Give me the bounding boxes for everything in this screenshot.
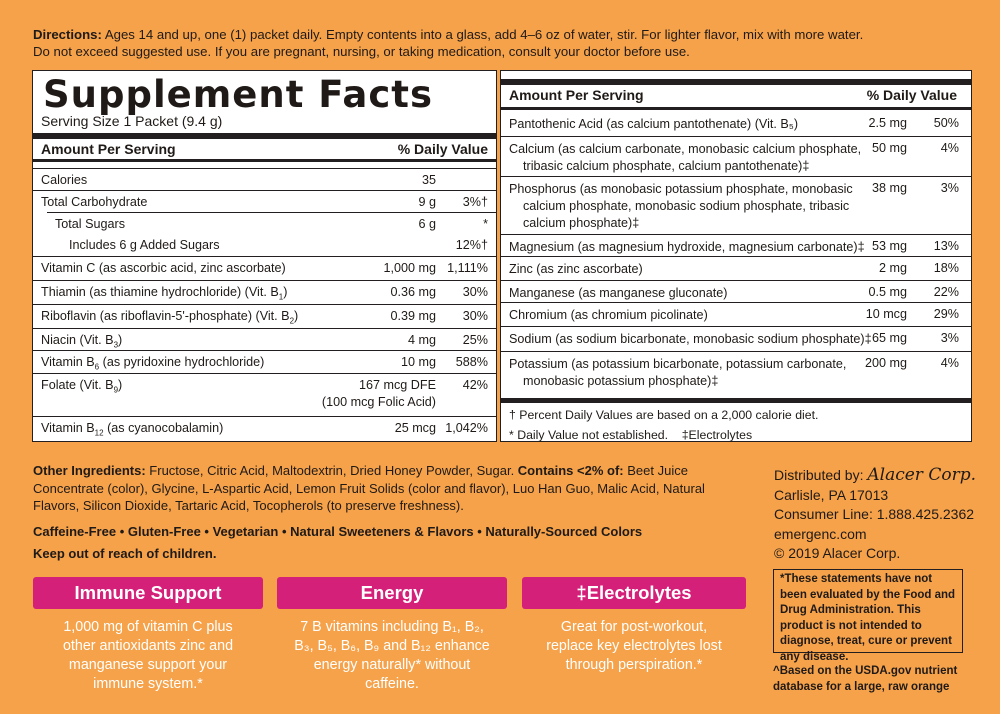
nutrient-name-text: Thiamin (as thiamine hydrochloride) (Vit. B (41, 285, 279, 299)
nutrient-amount: 38 mg (871, 181, 907, 195)
amount-text: 6 g (418, 217, 436, 231)
nutrient-name-line: Sodium (as sodium bicarbonate, monobasic sodium phosphate)‡ (509, 332, 872, 346)
amount-text: 1,000 mg (383, 261, 436, 275)
nutrient-name-text: Vitamin C (as ascorbic acid, zinc ascorbate) (41, 261, 286, 275)
badge-text-line: through perspiration.* (565, 657, 703, 673)
nutrient-name (509, 141, 861, 175)
nutrient-name (41, 285, 287, 302)
nutrient-amount: 2.5 mg (868, 116, 907, 130)
nutrient-name-line: Zinc (as zinc ascorbate) (509, 262, 643, 276)
nutrient-name-tail: (as pyridoxine hydrochloride) (99, 355, 265, 369)
nutrient-amount (390, 285, 436, 299)
footnote-percent: † Percent Daily Values are based on a 2,000 calorie diet. (509, 408, 819, 422)
nutrient-subscript: 9 (113, 385, 119, 395)
daily-value: 12%† (455, 238, 488, 252)
directions (33, 26, 983, 60)
amount-per-serving-header: Amount Per Serving (41, 141, 176, 157)
badge-text-line: replace key electrolytes lost (546, 638, 722, 654)
facts-row (501, 234, 971, 257)
nutrient-subscript: 3 (113, 340, 119, 350)
nutrient-name (41, 333, 122, 350)
nutrient-name-text: Total Sugars (55, 217, 126, 231)
distributor-city: Carlisle, PA 17013 (774, 486, 889, 503)
nutrient-name (41, 355, 264, 372)
daily-value: 30% (462, 309, 488, 323)
nutrient-name (509, 356, 846, 390)
badge-text-line: B₃, B₅, B₆, B₉ and B₁₂ enhance (294, 638, 490, 654)
nutrient-name-text: Calories (41, 173, 88, 187)
daily-value: 30% (462, 285, 488, 299)
amount-text: 0.39 mg (390, 309, 436, 323)
other-ingredients (33, 462, 753, 515)
daily-value-header: % Daily Value (397, 141, 488, 157)
facts-row (33, 304, 496, 329)
copyright: © 2019 Alacer Corp. (774, 545, 901, 561)
nutrient-name-text: Includes 6 g Added Sugars (69, 238, 220, 252)
nutrient-name (41, 195, 147, 209)
serving-size: Serving Size 1 Packet (9.4 g) (41, 113, 223, 129)
nutrient-name (55, 217, 125, 231)
nutrient-name-line: Magnesium (as magnesium hydroxide, magnesium carbonate)‡ (509, 240, 865, 254)
contains-text: Beet Juice Concentrate (color), Glycine, L-Aspartic Acid, Lemon Fruit Solids (color and flavor), Luo Han Guo, Malic Acid, Natural Flavors, Silicon Dioxide, Tartaric Acid, Tocopherols (to preserve freshness). (33, 463, 705, 513)
other-ingredients-text: Fructose, Citric Acid, Maltodextrin, Dried Honey Powder, Sugar. (145, 463, 518, 478)
amount-text: 4 mg (408, 333, 436, 347)
daily-value: 4% (940, 141, 959, 155)
nutrient-name-tail: ) (118, 378, 123, 392)
daily-value: 50% (933, 116, 959, 130)
nutrient-name-text: Total Carbohydrate (41, 195, 148, 209)
nutrient-amount: 53 mg (871, 239, 907, 253)
nutrient-subscript: 12 (94, 428, 104, 438)
nutrient-name (509, 331, 872, 348)
supplement-facts-right-panel (500, 70, 972, 442)
nutrient-subscript: 1 (278, 292, 284, 302)
nutrient-name (509, 307, 708, 324)
nutrient-amount (422, 173, 436, 187)
facts-row (501, 112, 971, 136)
amount-text-secondary: (100 mcg Folic Acid) (321, 395, 436, 409)
nutrient-name (509, 285, 727, 302)
badge-electrolytes: ‡Electrolytes (522, 577, 746, 609)
facts-row (501, 256, 971, 281)
nutrient-name-text: Vitamin B (41, 355, 95, 369)
nutrient-amount: 65 mg (871, 331, 907, 345)
nutrient-amount: 200 mg (864, 356, 907, 370)
facts-row (47, 212, 496, 235)
nutrient-name-text: Folate (Vit. B (41, 378, 114, 392)
daily-value: 29% (933, 307, 959, 321)
thick-divider-bottom (501, 398, 971, 403)
nutrient-name-line: Phosphorus (as monobasic potassium phosphate, monobasic (509, 182, 853, 196)
badge-text-line: energy naturally* without (313, 657, 471, 673)
nutrient-name (509, 181, 853, 232)
badge-text-line: immune system.* (93, 676, 203, 692)
daily-value: 3% (940, 331, 959, 345)
thick-divider (501, 79, 971, 85)
contains-label: Contains <2% of: (517, 463, 624, 478)
directions-label: Directions: (33, 27, 102, 42)
facts-row (501, 280, 971, 303)
nutrient-amount (390, 309, 436, 323)
nutrient-amount (418, 217, 436, 231)
daily-value: * (483, 217, 488, 231)
amount-text: 167 mcg DFE (359, 378, 436, 392)
nutrient-name-line: monobasic potassium phosphate)‡ (523, 374, 719, 388)
footnote-daily: * Daily Value not established. ‡Electrolytes (509, 428, 753, 442)
nutrient-name (41, 378, 122, 395)
badge-energy: Energy (277, 577, 507, 609)
company-signature: Alacer Corp. (867, 465, 976, 485)
nutrient-name-line: Pantothenic Acid (as calcium pantothenate) (Vit. B₅) (509, 117, 799, 131)
nutrient-amount (401, 355, 436, 369)
amount-text: 35 (421, 173, 436, 187)
nutrient-name-tail: (as cyanocobalamin) (103, 421, 224, 435)
nutrient-name (509, 116, 798, 133)
consumer-line: Consumer Line: 1.888.425.2362 (774, 506, 975, 522)
nutrient-name-line: Potassium (as potassium bicarbonate, potassium carbonate, (509, 357, 847, 371)
facts-row (501, 176, 971, 235)
facts-row (501, 302, 971, 327)
other-ingredients-label: Other Ingredients: (33, 463, 146, 478)
facts-row (33, 256, 496, 281)
nutrient-name (41, 173, 87, 187)
facts-row (33, 190, 496, 213)
amount-text: 10 mg (400, 355, 436, 369)
badge-text-line: 7 B vitamins including B₁, B₂, (300, 619, 484, 635)
website: emergenc.com (774, 525, 867, 542)
badge-text-line: other antioxidants zinc and (62, 638, 234, 654)
badge-text-line: 1,000 mg of vitamin C plus (63, 619, 233, 635)
nutrient-name-line: Chromium (as chromium picolinate) (509, 308, 708, 322)
amount-per-serving-header: Amount Per Serving (509, 87, 644, 103)
nutrient-name (509, 261, 643, 278)
facts-row (33, 350, 496, 374)
amount-text: 0.36 mg (390, 285, 436, 299)
nutrient-name-text: Niacin (Vit. B (41, 333, 114, 347)
daily-value: 13% (933, 239, 959, 253)
daily-value: 25% (462, 333, 488, 347)
nutrient-amount: 0.5 mg (868, 285, 907, 299)
fda-disclaimer: *These statements have not been evaluated by the Food and Drug Administration. This product is not intended to diagnose, treat, cure or prevent any disease. (773, 569, 963, 653)
daily-value-header: % Daily Value (866, 87, 957, 103)
nutrient-amount: 50 mg (871, 141, 907, 155)
directions-line1: Ages 14 and up, one (1) packet daily. Empty contents into a glass, add 4–6 oz of water, stir. For lighter flavor, mix with more water. (101, 27, 864, 42)
badge-energy-text (267, 618, 517, 694)
facts-row (33, 328, 496, 351)
nutrient-name (509, 239, 865, 256)
facts-row (33, 234, 496, 256)
nutrient-name-line: calcium phosphate, monobasic sodium phosphate, tribasic (523, 199, 850, 213)
medium-divider (501, 107, 971, 110)
facts-row (501, 351, 971, 392)
badge-electrolytes-text (514, 618, 754, 675)
medium-divider (33, 159, 496, 162)
badge-text-line: manganese support your (68, 657, 228, 673)
facts-row (501, 136, 971, 177)
nutrient-name (69, 238, 220, 252)
free-from-line: Caffeine-Free • Gluten-Free • Vegetarian • Natural Sweeteners & Flavors • Naturally-Sourced Colors (33, 524, 643, 539)
badge-text-line: caffeine. (365, 676, 419, 692)
facts-row (33, 373, 496, 417)
nutrient-subscript: 2 (289, 316, 295, 326)
distributed-by-label: Distributed by: (774, 467, 864, 483)
badge-immune-support-text (28, 618, 268, 694)
nutrient-name-tail: ) (283, 285, 288, 299)
daily-value: 4% (940, 356, 959, 370)
amount-text: 9 g (418, 195, 436, 209)
nutrient-name-line: tribasic calcium phosphate, calcium pantothenate)‡ (523, 159, 810, 173)
facts-row (33, 416, 496, 441)
amount-text: 25 mcg (394, 421, 436, 435)
nutrient-name-text: Riboflavin (as riboflavin-5'-phosphate) (Vit. B (41, 309, 290, 323)
nutrient-subscript: 6 (94, 362, 100, 372)
supplement-facts-title: Supplement Facts (43, 73, 434, 116)
daily-value: 588% (455, 355, 488, 369)
nutrient-name (41, 261, 286, 275)
nutrient-name (41, 421, 223, 438)
nutrient-amount (322, 378, 436, 409)
daily-value: 22% (933, 285, 959, 299)
nutrient-name-tail: ) (118, 333, 123, 347)
nutrient-amount (408, 333, 436, 347)
usda-note: ^Based on the USDA.gov nutrient database for a large, raw orange (773, 665, 958, 693)
badge-immune-support: Immune Support (33, 577, 263, 609)
supplement-facts-left-panel (32, 70, 497, 442)
directions-line2: Do not exceed suggested use. If you are pregnant, nursing, or taking medication, consult your doctor before use. (33, 44, 690, 59)
nutrient-amount (395, 421, 436, 435)
nutrient-amount (418, 195, 436, 209)
distributor-info (774, 466, 984, 564)
nutrient-name-line: Calcium (as calcium carbonate, monobasic calcium phosphate, (509, 142, 862, 156)
facts-row (33, 280, 496, 305)
nutrient-name-text: Vitamin B (41, 421, 95, 435)
facts-row (501, 326, 971, 352)
thick-divider (33, 133, 496, 139)
nutrient-amount: 10 mcg (865, 307, 907, 321)
facts-row (33, 168, 496, 191)
daily-value: 1,042% (445, 421, 488, 435)
nutrient-name (41, 309, 298, 326)
nutrient-name-line: calcium phosphate)‡ (523, 216, 640, 230)
nutrient-amount: 2 mg (879, 261, 907, 275)
daily-value: 42% (462, 378, 488, 392)
daily-value: 3%† (462, 195, 488, 209)
daily-value: 3% (940, 181, 959, 195)
daily-value: 18% (933, 261, 959, 275)
badge-text-line: Great for post-workout, (560, 619, 708, 635)
daily-value: 1,111% (447, 261, 488, 275)
keep-out-warning: Keep out of reach of children. (33, 546, 217, 561)
nutrient-name-tail: ) (294, 309, 299, 323)
nutrient-amount (383, 261, 436, 275)
nutrient-name-line: Manganese (as manganese gluconate) (509, 286, 728, 300)
